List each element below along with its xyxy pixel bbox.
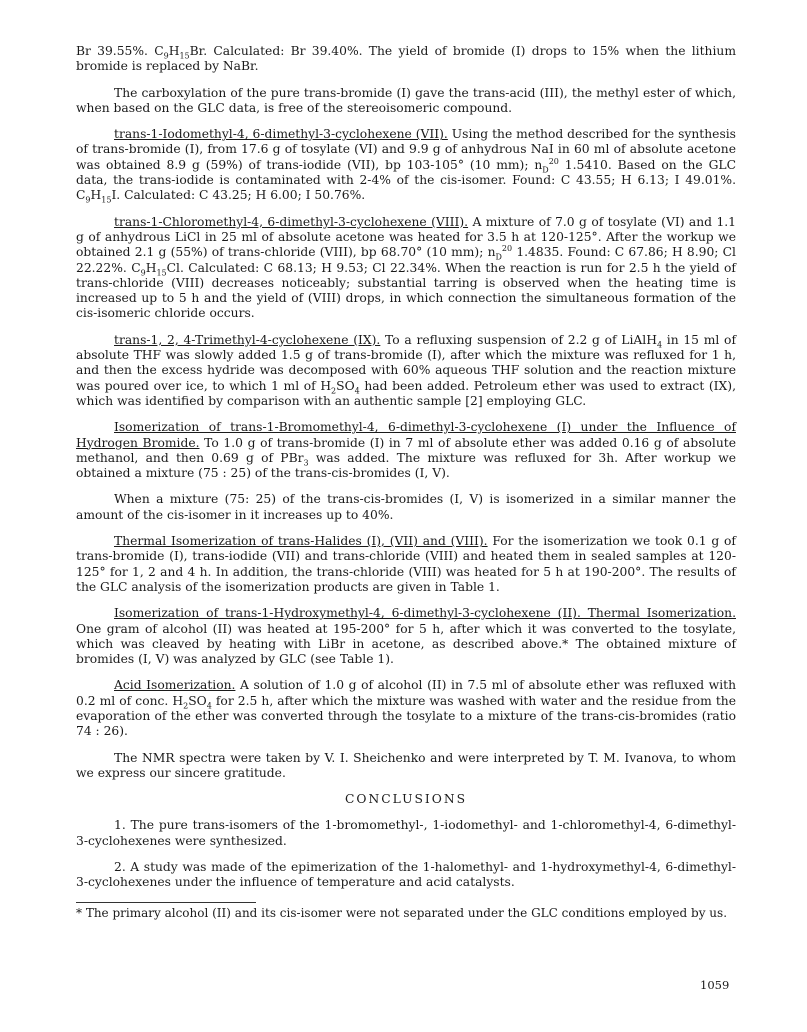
paragraph-trimethyl: trans-1, 2, 4-Trimethyl-4-cyclohexene (IX). To a refluxing suspension of 2.2 g of LiAlH$_4$ in 15 ml of absolute THF was slowly added 1.5 g of trans-bromide (I), after which the mixture was refluxed for 1 h, and then the excess hydride was decomposed with 60% aqueous THF solution and the reaction mixture was poured over ice, to which 1 ml of $H_2SO_4$ had been added. Petroleum ether was used to extract (IX), which was identified by comparison with an authentic sample [2] employing GLC. xyxy=(76,332,737,408)
section-heading: trans-1, 2, 4-Trimethyl-4-cyclohexene (IX). xyxy=(114,332,381,347)
paper-page xyxy=(76,44,736,932)
paragraph-mixture-isomerization: When a mixture (75: 25) of the trans-cis-bromides (I, V) is isomerized in a similar manner the amount of the cis-isomer in it increases up to 40%. xyxy=(76,492,736,522)
conclusions-heading: CONCLUSIONS xyxy=(344,792,468,807)
paragraph-hydroxymethyl: Isomerization of trans-1-Hydroxymethyl-4, 6-dimethyl-3-cyclohexene (II). Thermal Isomerization. One gram of alcohol (II) was heated at 195-200° for 5 h, after which it was converted to the tosylate, which was cleaved by heating with LiBr in acetone, as described above.* The obtained mixture of bromides (I, V) was analyzed by GLC (see Table 1). xyxy=(76,606,736,667)
conclusion-item-1: 1. The pure trans-isomers of the 1-bromomethyl-, 1-iodomethyl- and 1-chloromethyl-4, 6-dimethyl-3-cyclohexenes were synthesized. xyxy=(76,818,736,848)
section-heading: Thermal Isomerization of trans-Halides (I), (VII) and (VIII). xyxy=(114,534,488,549)
paragraph-thermal-halides: Thermal Isomerization of trans-Halides (I), (VII) and (VIII). For the isomerization we took 0.1 g of trans-bromide (I), trans-iodide (VII) and trans-chloride (VIII) and heated them in sealed samples at 120-125° for 1, 2 and 4 h. In addition, the trans-chloride (VIII) was heated for 5 h at 190-200°. The results of the GLC analysis of the isomerization products are given in Table 1. xyxy=(76,534,736,594)
section-heading: Isomerization of trans-1-Hydroxymethyl-4, 6-dimethyl-3-cyclohexene (II). Thermal Isomerization. xyxy=(114,606,736,621)
paragraph-hbr-isomerization: Isomerization of trans-1-Bromomethyl-4, 6-dimethyl-3-cyclohexene (I) under the Influence of Hydrogen Bromide. To 1.0 g of trans-bromide (I) in 7 ml of absolute ether was added 0.16 g of absolute methanol, and then 0.69 g of PBr$_3$ was added. The mixture was refluxed for 3h. After workup we obtained a mixture (75 : 25) of the trans-cis-bromides (I, V). xyxy=(76,420,736,481)
paragraph-carboxylation: The carboxylation of the pure trans-bromide (I) gave the trans-acid (III), the methyl ester of which, when based on the GLC data, is free of the stereoisomeric compound. xyxy=(76,85,736,115)
page-number: 1059 xyxy=(700,978,730,992)
conclusion-item-2: 2. A study was made of the epimerization of the 1-halomethyl- and 1-hydroxymethyl-4, 6-dimethyl-3-cyclohexenes under the influence of temperature and acid catalysts. xyxy=(76,860,736,890)
paragraph-acknowledgment: The NMR spectra were taken by V. I. Sheichenko and were interpreted by T. M. Ivanova, to whom we express our sincere gratitude. xyxy=(76,750,736,780)
section-heading: trans-1-Iodomethyl-4, 6-dimethyl-3-cyclohexene (VII). xyxy=(114,127,448,142)
paragraph-iodide: trans-1-Iodomethyl-4, 6-dimethyl-3-cyclohexene (VII). Using the method described for the synthesis of trans-bromide (I), from 17.6 g of tosylate (VI) and 9.9 g of anhydrous NaI in 60 ml of absolute acetone was obtained 8.9 g (59%) of trans-iodide (VII), bp 103-105° (10 mm); $n_D^{20}$ 1.5410. Based on the GLC data, the trans-iodide is contaminated with 2-4% of the cis-isomer. Found: C 43.55; H 6.13; I 49.01%. $C_9H_{15}I$. Calculated: C 43.25; H 6.00; I 50.76%. xyxy=(76,127,736,205)
footnote: * The primary alcohol (II) and its cis-isomer were not separated under the GLC conditions employed by us. xyxy=(76,905,728,920)
section-heading: Isomerization of trans-1-Bromomethyl-4, 6-dimethyl-3-cyclohexene (I) under the Influence of Hydrogen Bromide. xyxy=(76,420,736,450)
paragraph-bromide-yield: Br 39.55%. $C_9H_{15}Br$. Calculated: Br 39.40%. The yield of bromide (I) drops to 15% when the lithium bromide is replaced by NaBr. xyxy=(76,44,736,74)
paragraph-chloride: trans-1-Chloromethyl-4, 6-dimethyl-3-cyclohexene (VIII). A mixture of 7.0 g of tosylate (VI) and 1.1 g of anhydrous LiCl in 25 ml of absolute acetone was heated for 3.5 h at 120-125°. After the workup we obtained 2.1 g (55%) of trans-chloride (VIII), bp 68.70° (10 mm); $n_D^{20}$ 1.4835. Found: C 67.86; H 8.90; Cl 22.22%. $C_9H_{15}Cl$. Calculated: C 68.13; H 9.53; Cl 22.34%. When the reaction is run for 2.5 h the yield of trans-chloride (VIII) decreases noticeably; substantial tarring is observed when the heating time is increased up to 5 h and the yield of (VIII) drops, in which connection the simultaneous formation of the cis-isomeric chloride occurs. xyxy=(76,214,736,321)
paragraph-acid-isomerization: Acid Isomerization. A solution of 1.0 g of alcohol (II) in 7.5 ml of absolute ether was refluxed with 0.2 ml of conc. $H_2SO_4$ for 2.5 h, after which the mixture was washed with water and the residue from the evaporation of the ether was converted through the tosylate to a mixture of the trans-cis-bromides (ratio 74 : 26). xyxy=(76,678,736,739)
section-heading: trans-1-Chloromethyl-4, 6-dimethyl-3-cyclohexene (VIII). xyxy=(114,214,469,229)
footnote-divider xyxy=(76,902,256,903)
section-heading: Acid Isomerization. xyxy=(114,678,236,693)
